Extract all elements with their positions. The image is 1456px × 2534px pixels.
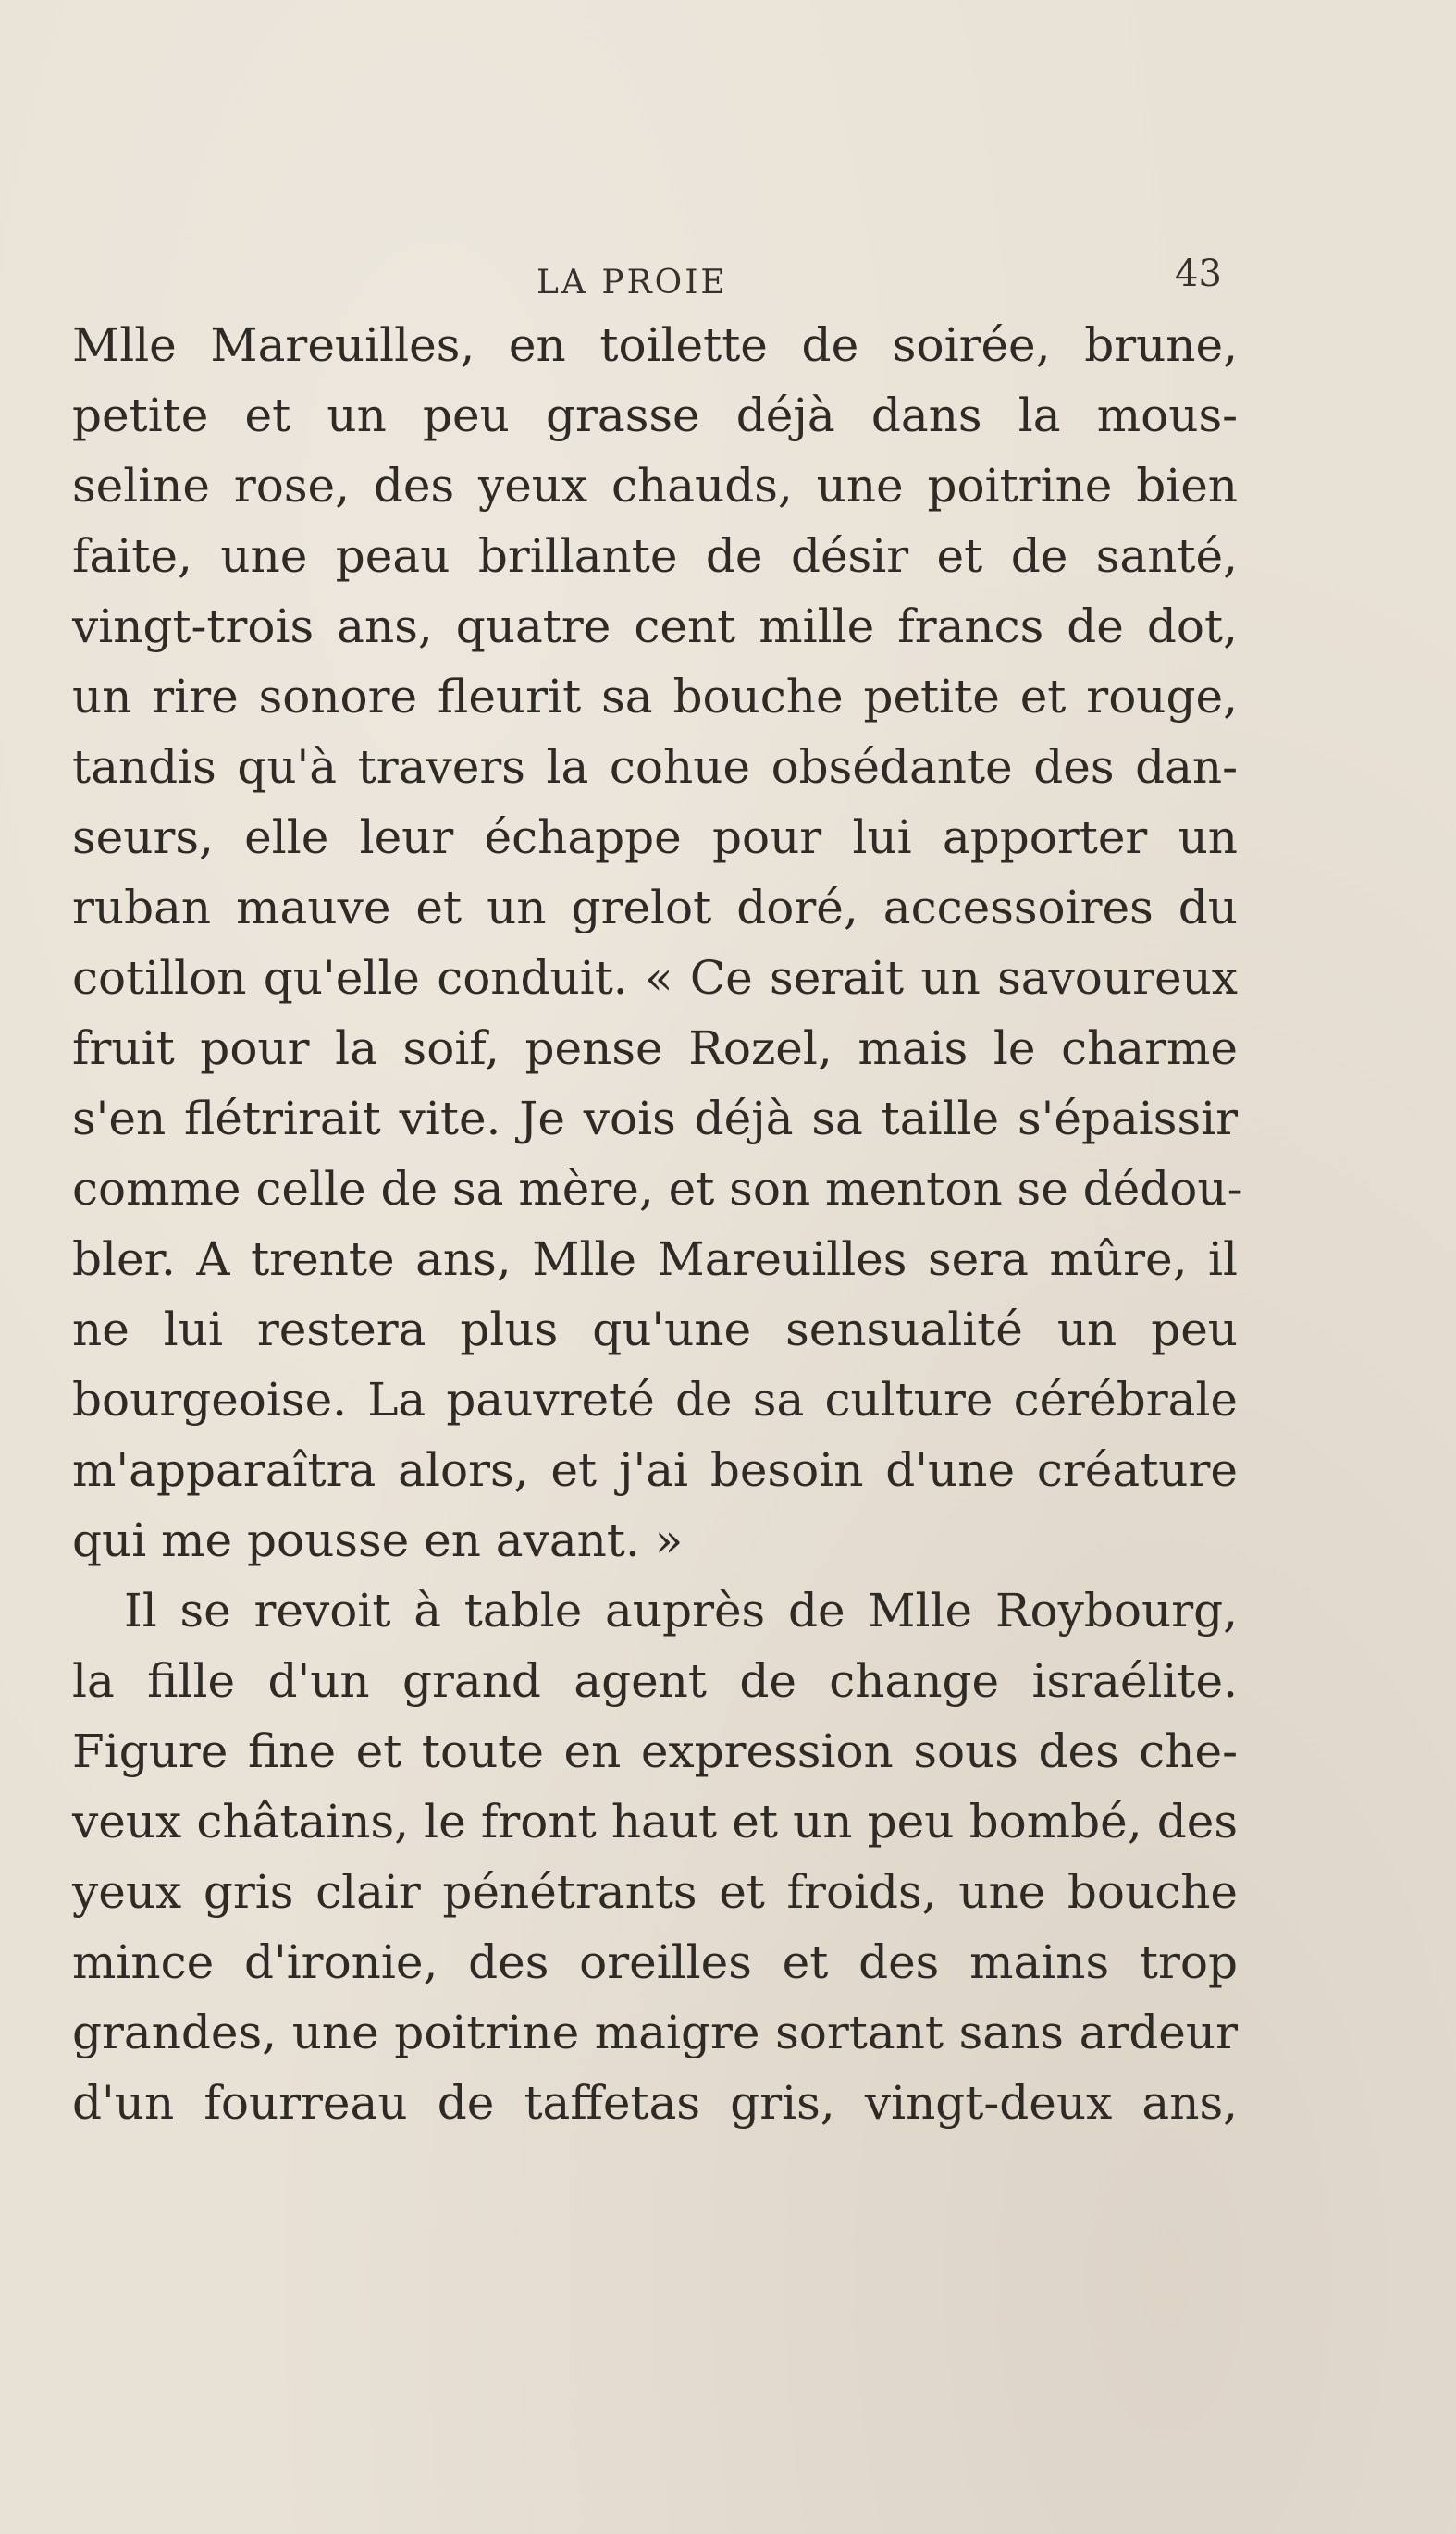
- text-line: bler. A trente ans, Mlle Mareuilles sera mûre, il: [72, 1232, 1238, 1286]
- text-line: vingt-trois ans, quatre cent mille francs de dot,: [72, 600, 1238, 653]
- running-head: [0, 253, 1456, 302]
- text-line: mince d'ironie, des oreilles et des mains trop: [72, 1935, 1238, 1989]
- text-line: yeux gris clair pénétrants et froids, une bouche: [72, 1865, 1238, 1919]
- page-number: 43: [1175, 253, 1222, 295]
- text-line: Il se revoit à table auprès de Mlle Roybourg,: [124, 1584, 1238, 1638]
- text-line: seurs, elle leur échappe pour lui apporter un: [72, 810, 1238, 864]
- body-text: [72, 310, 1243, 2138]
- text-line: faite, une peau brillante de désir et de santé,: [72, 529, 1238, 583]
- text-line: cotillon qu'elle conduit. « Ce serait un savoureux: [72, 951, 1238, 1005]
- running-title: LA PROIE: [537, 264, 728, 302]
- text-line: comme celle de sa mère, et son menton se dédou-: [72, 1162, 1243, 1216]
- text-line: d'un fourreau de taffetas gris, vingt-deux ans,: [72, 2076, 1238, 2130]
- text-line: Figure fine et toute en expression sous des che-: [72, 1724, 1238, 1778]
- text-line: s'en flétrirait vite. Je vois déjà sa taille s'épaissir: [72, 1092, 1238, 1145]
- text-line: Mlle Mareuilles, en toilette de soirée, brune,: [72, 318, 1238, 372]
- text-line: petite et un peu grasse déjà dans la mous-: [72, 389, 1238, 442]
- text-line: tandis qu'à travers la cohue obsédante des dan-: [72, 740, 1238, 794]
- text-line: ruban mauve et un grelot doré, accessoires du: [72, 881, 1238, 934]
- text-line: qui me pousse en avant. »: [72, 1514, 684, 1567]
- text-line: un rire sonore fleurit sa bouche petite et rouge,: [72, 670, 1238, 723]
- text-line: bourgeoise. La pauvreté de sa culture cérébrale: [72, 1373, 1238, 1427]
- text-line: ne lui restera plus qu'une sensualité un peu: [72, 1303, 1238, 1356]
- text-line: la fille d'un grand agent de change israélite.: [72, 1654, 1238, 1708]
- text-line: veux châtains, le front haut et un peu bombé, des: [72, 1795, 1238, 1848]
- text-line: m'apparaîtra alors, et j'ai besoin d'une créature: [72, 1443, 1238, 1497]
- text-line: grandes, une poitrine maigre sortant sans ardeur: [72, 2006, 1238, 2059]
- text-line: fruit pour la soif, pense Rozel, mais le charme: [72, 1021, 1238, 1075]
- text-line: seline rose, des yeux chauds, une poitrine bien: [72, 459, 1238, 513]
